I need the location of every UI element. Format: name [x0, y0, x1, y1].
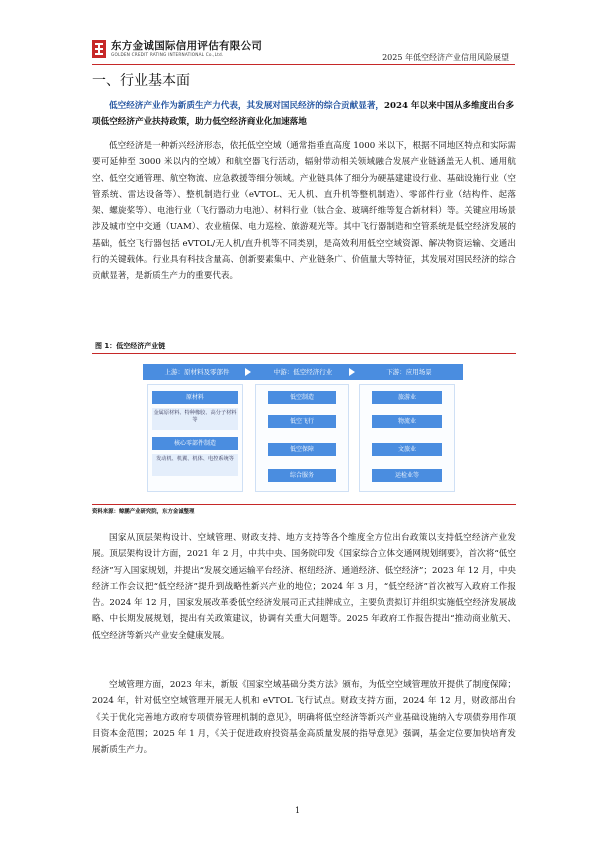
lead-paragraph — [92, 99, 516, 130]
downstream-header: 下游：应用场景 — [355, 364, 463, 380]
downstream-item: 物流业 — [372, 415, 442, 428]
body-paragraph-1: 低空经济是一种新兴经济形态，依托低空空域（通常指垂直高度 1000 米以下，根据不同地区特点和实际需要可延伸至 3000 米以内的空域）和航空器飞行活动，辐射带动相关领域融合发展产业链涵盖无人机、通用航空、低空交通管理、航空物流、应急救援等细分领域。产业链具体了细分为硬基建建设行业、基础设施行业（空管系统、雷达设备等）、整机制造行业（eVTOL、无人机、直升机等整机制造）、零部件行业（结构件、起落架、螺旋桨等）、电池行业（飞行器动力电池）、材料行业（钛合金、玻璃纤维等复合新材料）等。关键应用场景涉及城市空中交通（UAM）、农业植保、电力巡检、旅游观光等。其中飞行器制造和空管系统是低空经济发展的基础，低空飞行器包括 eVTOL/无人机/直升机等不同类别，是高效利用低空空域资源、解决物资运输、交通出行的关键载体。行业具有科技含量高、创新要素集中、产业链条广、价值量大等特征，其发展对国民经济的综合贡献显著，是新质生产力的重要代表。 — [92, 141, 516, 282]
upstream-item: 原材料 — [152, 391, 238, 404]
upstream-item: 发动机、机翼、机体、电控系统等 — [152, 454, 238, 476]
lead-highlight: 低空经济产业作为新质生产力代表，其发展对国民经济的综合贡献显著， — [109, 101, 385, 111]
company-name-cn: 东方金诚国际信用评估有限公司 — [111, 40, 263, 52]
figure-caption-bar — [92, 340, 516, 354]
upstream-column — [147, 384, 243, 492]
midstream-item: 低空飞行 — [268, 415, 336, 428]
downstream-column — [359, 384, 455, 492]
midstream-item: 低空制造 — [268, 391, 336, 404]
body-paragraph-2: 国家从顶层架构设计、空域管理、财政支持、地方支持等各个维度全方位出台政策以支持低空经济产业发展。顶层架构设计方面，2021 年 2 月，中共中央、国务院印发《国家综合立体交通网规划纲要》，首次将“低空经济”写入国家规划，并提出“发展交通运输平台经济、枢纽经济、通道经济、低空经济”；2023 年 12 月，中央经济工作会议把“低空经济”提升到战略性新兴产业的地位；2024 年 3 月，“低空经济”首次被写入政府工作报告。2024 年 12 月，国家发展改革委低空经济发展司正式挂牌成立，主要负责拟订并组织实施低空经济发展战略、中长期发展规划，提出有关政策建议，协调有关重大问题等。2025 年政府工作报告提出“推动商业航天、低空经济等新兴产业安全健康发展。 — [92, 533, 516, 641]
upstream-item: 金属原材料、特种橡胶、高分子材料等 — [152, 408, 238, 430]
page-header — [92, 38, 515, 64]
report-title: 2025 年低空经济产业信用风险展望 — [382, 53, 509, 62]
midstream-column — [255, 384, 349, 492]
section-title: 一、行业基本面 — [92, 73, 190, 89]
company-logo-icon — [92, 40, 106, 58]
industry-chain-diagram — [143, 362, 463, 492]
midstream-item: 低空保障 — [268, 443, 336, 456]
lead-rest: 2024 年以来中国从多维度出台多项低空经济产业扶持政策，助力低空经济商业化加速落地 — [92, 101, 515, 127]
midstream-item: 综合服务 — [268, 469, 336, 482]
company-name-en: GOLDEN CREDIT RATING INTERNATIONAL Co.,Ltd. — [111, 52, 224, 57]
upstream-item: 核心零部件制造 — [152, 437, 238, 450]
upstream-header: 上游：原材料及零部件 — [143, 364, 251, 380]
downstream-item: 运检业等 — [372, 469, 442, 482]
figure-source: 资料来源：鲸鹏产业研究院，东方金诚整理 — [92, 504, 516, 516]
downstream-item: 旅游业 — [372, 391, 442, 404]
figure-caption: 图 1：低空经济产业链 — [95, 342, 166, 350]
midstream-header: 中游：低空经济行业 — [251, 364, 355, 380]
downstream-item: 文旅业 — [372, 443, 442, 456]
body-paragraph-3: 空域管理方面，2023 年末，新版《国家空域基础分类方法》颁布，为低空空域管理放开提供了制度保障；2024 年，针对低空空域管理开展无人机和 eVTOL 飞行试点。财政支持方面，2024 年 12 月，财政部出台《关于优化完善地方政府专项债券管理机制的意见》，明确将低空经济等新兴产业基础设施纳入专项债券用作项目资本金范围；2025 年 1 月，《关于促进政府投资基金高质量发展的指导意见》强调，基金定位要加快培育发展新质生产力。 — [92, 680, 516, 756]
page-number: 1 — [294, 806, 301, 815]
header-divider — [92, 64, 515, 65]
